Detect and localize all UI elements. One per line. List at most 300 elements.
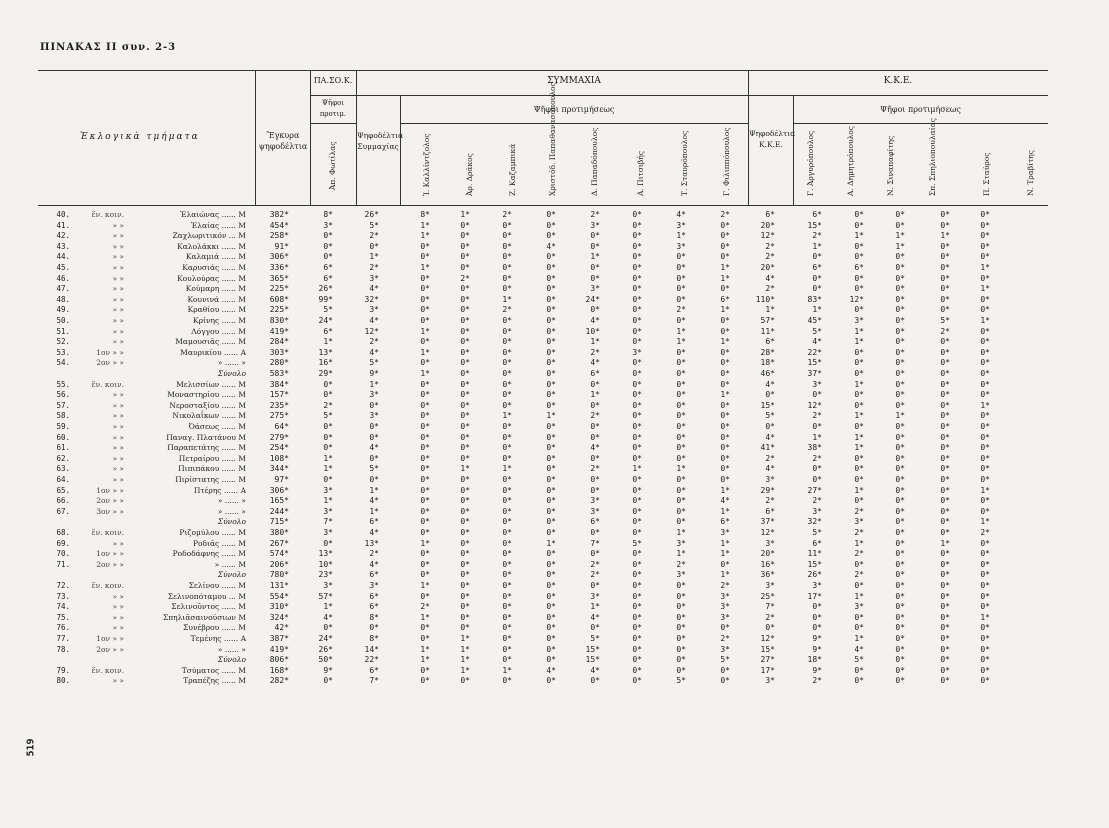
row-value-cell: 8* [369, 612, 379, 622]
row-district-type: 2ον » » [96, 644, 124, 654]
row-value-cell: 0* [854, 475, 864, 484]
row-value-cell: 0* [720, 475, 730, 484]
row-value-cell: 0* [369, 400, 379, 410]
row-section-name: Παραπετάτης ...... Μ [167, 443, 246, 453]
kke-candidate: Ν. Τραβίτης [1026, 150, 1035, 196]
row-value-cell: 0* [590, 273, 600, 283]
row-index: 79. [56, 665, 70, 675]
row-value-cell: 0* [895, 506, 905, 516]
row-value-cell: 0* [420, 623, 430, 633]
row-section-name: Τσύματος ...... Μ [181, 665, 246, 675]
row-value-cell: 0* [720, 432, 730, 442]
row-value-cell: 4* [323, 612, 333, 622]
row-value-cell: 3* [720, 528, 730, 537]
row-value-cell: 0* [502, 326, 512, 336]
row-value-cell: 0* [980, 655, 990, 665]
row-value-cell: 0* [546, 400, 556, 410]
row-value-cell: 83* [807, 294, 822, 304]
row-value-cell: 0* [895, 316, 905, 325]
row-value-cell: 0* [420, 284, 430, 294]
row-value-cell: 0* [460, 538, 470, 548]
row-value-cell: 0* [546, 231, 556, 241]
row-value-cell: 0* [676, 475, 686, 484]
row-value-cell: 0* [720, 241, 730, 251]
row-value-cell: 0* [460, 422, 470, 431]
row-value-cell: 0* [854, 453, 864, 463]
row-value-cell: 0* [502, 485, 512, 495]
row-value-cell: 4* [369, 496, 379, 506]
row-value-cell: 0* [676, 390, 686, 400]
row-value-cell: 0* [632, 612, 642, 622]
row-value-cell: 2* [369, 263, 379, 272]
row-value-cell: 0* [720, 411, 730, 421]
row-value-cell: 0* [546, 591, 556, 601]
row-value-cell: 3* [720, 644, 730, 654]
row-value-cell: 1* [676, 337, 686, 347]
row-value-cell: 3* [369, 390, 379, 400]
row-value-cell: 2* [502, 305, 512, 315]
row-value-cell: 0* [980, 496, 990, 506]
row-value-cell: 0* [369, 422, 379, 431]
row-value-cell: 0* [940, 422, 950, 431]
row-index: 58. [56, 411, 70, 421]
row-value-cell: 165* [269, 496, 289, 506]
row-district-type: » » [112, 241, 124, 251]
row-value-cell: 0* [895, 623, 905, 633]
row-value-cell: 0* [632, 422, 642, 431]
row-value-cell: 8* [369, 634, 379, 643]
row-value-cell: 0* [895, 358, 905, 368]
table-row [0, 454, 1109, 465]
row-value-cell: 13* [318, 549, 333, 559]
row-value-cell: 0* [980, 634, 990, 643]
table-row [0, 433, 1109, 444]
row-value-cell: 0* [460, 379, 470, 389]
row-value-cell: 15* [807, 559, 822, 569]
row-value-cell: 0* [420, 634, 430, 643]
row-section-name: Κουνινά ...... Μ [187, 294, 246, 304]
row-index: 66. [56, 496, 70, 506]
row-value-cell: 275* [269, 411, 289, 421]
row-value-cell: 0* [895, 559, 905, 569]
row-value-cell: 0* [632, 581, 642, 590]
row-value-cell: 12* [849, 294, 864, 304]
row-value-cell: 306* [269, 252, 289, 262]
row-value-cell: 0* [895, 369, 905, 378]
row-value-cell: 4* [812, 337, 822, 347]
row-section-name: » ...... Μ [214, 559, 246, 569]
row-value-cell: 2* [812, 676, 822, 686]
row-district-type: » » [112, 612, 124, 622]
row-value-cell: 0* [676, 655, 686, 665]
row-value-cell: 1* [854, 538, 864, 548]
row-value-cell: 0* [676, 591, 686, 601]
row-value-cell: 0* [502, 316, 512, 325]
row-index: 56. [56, 390, 70, 400]
row-value-cell: 0* [420, 358, 430, 368]
row-value-cell: 0* [420, 252, 430, 262]
page-number: 519 [25, 738, 37, 757]
row-index: 74. [56, 602, 70, 612]
row-section-name: Καλολάκκι ...... Μ [177, 241, 246, 251]
row-index: 72. [56, 581, 70, 590]
row-value-cell: 1* [460, 655, 470, 665]
row-value-cell: 1* [895, 411, 905, 421]
row-value-cell: 0* [632, 676, 642, 686]
row-value-cell: 0* [854, 612, 864, 622]
row-value-cell: 99* [318, 294, 333, 304]
row-value-cell: 1* [676, 464, 686, 474]
row-value-cell: 303* [269, 347, 289, 357]
row-value-cell: 0* [546, 549, 556, 559]
row-district-type: » » [112, 316, 124, 325]
row-district-type: ἕν. κοιν. [91, 528, 124, 537]
row-value-cell: 0* [940, 602, 950, 612]
pasok-candidate-header: Ἀπ. Φωτίλας [328, 141, 337, 190]
row-value-cell: 0* [420, 591, 430, 601]
header-top-rule [38, 70, 1048, 71]
table-row [0, 401, 1109, 412]
row-value-cell: 1* [590, 337, 600, 347]
row-value-cell: 1* [590, 252, 600, 262]
row-value-cell: 4* [590, 316, 600, 325]
row-value-cell: 0* [980, 443, 990, 453]
row-value-cell: 0* [546, 263, 556, 272]
row-value-cell: 0* [420, 496, 430, 506]
row-value-cell: 0* [940, 347, 950, 357]
row-value-cell: 1* [323, 496, 333, 506]
row-value-cell: 3* [590, 220, 600, 230]
row-value-cell: 0* [546, 676, 556, 686]
row-index: 45. [56, 263, 70, 272]
row-value-cell: 6* [323, 263, 333, 272]
row-value-cell: 0* [546, 294, 556, 304]
row-value-cell: 0* [854, 559, 864, 569]
row-value-cell: 0* [420, 411, 430, 421]
row-value-cell: 0* [940, 241, 950, 251]
row-value-cell: 0* [632, 496, 642, 506]
table-row [0, 337, 1109, 348]
row-value-cell: 1* [854, 634, 864, 643]
row-value-cell: 3* [854, 602, 864, 612]
row-value-cell: 0* [980, 422, 990, 431]
row-value-cell: 0* [895, 210, 905, 219]
row-value-cell: 4* [369, 443, 379, 453]
row-district-type: » » [112, 263, 124, 272]
row-value-cell: 7* [765, 602, 775, 612]
row-value-cell: 1* [420, 581, 430, 590]
row-value-cell: 0* [940, 634, 950, 643]
row-section-name: Ριζομύλου ...... Μ [179, 528, 246, 537]
row-section-name: Κρίνης ...... Μ [193, 316, 246, 325]
row-value-cell: 0* [546, 422, 556, 431]
row-value-cell: 0* [720, 665, 730, 675]
row-value-cell: 0* [854, 400, 864, 410]
row-value-cell: 1* [812, 305, 822, 315]
row-value-cell: 0* [895, 644, 905, 654]
row-value-cell: 28* [760, 347, 775, 357]
row-value-cell: 0* [940, 528, 950, 537]
row-index: 61. [56, 443, 70, 453]
row-value-cell: 0* [632, 485, 642, 495]
row-value-cell: 324* [269, 612, 289, 622]
row-district-type: » » [112, 432, 124, 442]
row-value-cell: 0* [720, 231, 730, 241]
row-value-cell: 0* [940, 337, 950, 347]
row-value-cell: 830* [269, 316, 289, 325]
table-row [0, 560, 1109, 571]
row-value-cell: 0* [502, 559, 512, 569]
row-value-cell: 41* [760, 443, 775, 453]
row-value-cell: 2* [590, 559, 600, 569]
row-value-cell: 0* [854, 220, 864, 230]
row-value-cell: 0* [632, 263, 642, 272]
row-value-cell: 3* [676, 538, 686, 548]
row-district-type: 3ον » » [96, 506, 124, 516]
row-value-cell: 1* [676, 528, 686, 537]
row-value-cell: 4* [765, 464, 775, 474]
row-value-cell: 4* [369, 316, 379, 325]
row-value-cell: 0* [460, 241, 470, 251]
row-value-cell: 2* [676, 305, 686, 315]
row-value-cell: 0* [420, 549, 430, 559]
row-value-cell: 0* [980, 464, 990, 474]
row-value-cell: 0* [980, 581, 990, 590]
row-district-type: 2ον » » [96, 496, 124, 506]
row-value-cell: 5* [369, 220, 379, 230]
row-section-name: Πετραίρου ...... Μ [178, 453, 246, 463]
row-value-cell: 0* [590, 263, 600, 272]
row-value-cell: 0* [502, 443, 512, 453]
row-value-cell: 1* [720, 305, 730, 315]
row-value-cell: 0* [460, 676, 470, 686]
row-value-cell: 0* [895, 475, 905, 484]
row-value-cell: 0* [940, 369, 950, 378]
row-value-cell: 0* [369, 241, 379, 251]
row-value-cell: 0* [720, 443, 730, 453]
row-value-cell: 1* [720, 337, 730, 347]
row-value-cell: 0* [895, 591, 905, 601]
row-district-type: » » [112, 294, 124, 304]
row-value-cell: 0* [590, 549, 600, 559]
row-value-cell: 0* [420, 379, 430, 389]
row-value-cell: 0* [940, 517, 950, 527]
table-row [0, 602, 1109, 613]
row-value-cell: 0* [590, 305, 600, 315]
row-value-cell: 2* [854, 528, 864, 537]
row-value-cell: 0* [980, 347, 990, 357]
row-value-cell: 0* [546, 485, 556, 495]
row-value-cell: 0* [854, 665, 864, 675]
row-value-cell: 3* [590, 284, 600, 294]
row-value-cell: 0* [502, 570, 512, 580]
row-value-cell: 12* [760, 634, 775, 643]
row-value-cell: 1* [812, 241, 822, 251]
row-value-cell: 0* [546, 464, 556, 474]
row-value-cell: 1* [323, 337, 333, 347]
row-index: 71. [56, 559, 70, 569]
row-value-cell: 0* [676, 665, 686, 675]
row-value-cell: 0* [460, 496, 470, 506]
row-value-cell: 454* [269, 220, 289, 230]
row-value-cell: 3* [812, 506, 822, 516]
row-value-cell: 1* [854, 432, 864, 442]
row-value-cell: 0* [369, 432, 379, 442]
row-section-name: Πιπιπάκου ...... Μ [178, 464, 246, 474]
row-value-cell: 0* [632, 644, 642, 654]
row-value-cell: 0* [720, 379, 730, 389]
row-value-cell: 1* [420, 644, 430, 654]
row-section-name: Μοναστηρίου ...... Μ [167, 390, 246, 400]
row-value-cell: 0* [323, 252, 333, 262]
row-value-cell: 0* [980, 549, 990, 559]
row-value-cell: 0* [323, 443, 333, 453]
row-value-cell: 0* [590, 231, 600, 241]
row-value-cell: 0* [676, 496, 686, 506]
row-district-type: 2ον » » [96, 559, 124, 569]
row-district-type: » » [112, 475, 124, 484]
row-value-cell: 1* [854, 485, 864, 495]
row-value-cell: 6* [369, 570, 379, 580]
row-value-cell: 0* [980, 676, 990, 686]
row-value-cell: 0* [546, 369, 556, 378]
row-value-cell: 2* [812, 411, 822, 421]
row-value-cell: 0* [323, 390, 333, 400]
row-value-cell: 419* [269, 326, 289, 336]
row-value-cell: 1* [460, 464, 470, 474]
row-index: 40. [56, 210, 70, 219]
row-value-cell: 12* [760, 231, 775, 241]
row-value-cell: 0* [502, 602, 512, 612]
row-value-cell: 2* [720, 634, 730, 643]
row-value-cell: 3* [369, 411, 379, 421]
row-value-cell: 0* [854, 496, 864, 506]
row-value-cell: 0* [980, 326, 990, 336]
row-value-cell: 0* [940, 549, 950, 559]
row-value-cell: 0* [632, 358, 642, 368]
kke-candidate: Ν. Σιναπαφίτης [886, 135, 895, 196]
row-value-cell: 0* [632, 528, 642, 537]
row-value-cell: 2* [854, 506, 864, 516]
row-value-cell: 6* [323, 326, 333, 336]
row-value-cell: 9* [323, 665, 333, 675]
row-value-cell: 0* [676, 517, 686, 527]
row-value-cell: 0* [812, 422, 822, 431]
row-value-cell: 0* [546, 273, 556, 283]
row-value-cell: 0* [632, 369, 642, 378]
row-value-cell: 0* [676, 443, 686, 453]
row-value-cell: 0* [676, 634, 686, 643]
row-value-cell: 0* [502, 231, 512, 241]
row-value-cell: 4* [765, 379, 775, 389]
row-value-cell: 0* [546, 326, 556, 336]
row-section-name: Ροδιᾶς ...... Μ [192, 538, 246, 548]
row-value-cell: 0* [895, 326, 905, 336]
row-index: 65. [56, 485, 70, 495]
row-value-cell: 1* [940, 231, 950, 241]
row-value-cell: 0* [420, 316, 430, 325]
row-value-cell: 0* [590, 422, 600, 431]
row-value-cell: 0* [895, 528, 905, 537]
row-value-cell: 0* [980, 432, 990, 442]
row-value-cell: 0* [546, 612, 556, 622]
table-row [0, 390, 1109, 401]
row-value-cell: 0* [590, 453, 600, 463]
row-value-cell: 0* [420, 517, 430, 527]
row-district-type: » » [112, 422, 124, 431]
row-section-name: Σπηλιᾶσαινούσιων Μ [162, 612, 246, 622]
row-value-cell: 1* [369, 506, 379, 516]
symmachia-pref-rule [400, 123, 748, 124]
row-section-name: » ...... » [217, 506, 246, 516]
row-value-cell: 1* [632, 464, 642, 474]
row-value-cell: 1* [502, 411, 512, 421]
table-row [0, 305, 1109, 316]
row-value-cell: 0* [980, 358, 990, 368]
row-value-cell: 5* [854, 655, 864, 665]
row-value-cell: 0* [632, 623, 642, 633]
row-value-cell: 0* [460, 411, 470, 421]
row-value-cell: 0* [676, 273, 686, 283]
row-district-type: » » [112, 326, 124, 336]
row-section-name: Σύνολο [217, 570, 246, 580]
row-value-cell: 5* [812, 528, 822, 537]
row-value-cell: 1* [854, 231, 864, 241]
row-value-cell: 15* [760, 400, 775, 410]
row-value-cell: 1* [590, 602, 600, 612]
row-district-type: » » [112, 602, 124, 612]
row-value-cell: 3* [765, 538, 775, 548]
row-value-cell: 0* [676, 506, 686, 516]
row-value-cell: 0* [590, 528, 600, 537]
row-value-cell: 0* [590, 432, 600, 442]
row-value-cell: 0* [940, 443, 950, 453]
row-value-cell: 0* [502, 612, 512, 622]
row-value-cell: 0* [895, 305, 905, 315]
vrule [310, 70, 311, 205]
row-value-cell: 6* [590, 517, 600, 527]
row-value-cell: 0* [720, 559, 730, 569]
row-district-type: » » [112, 400, 124, 410]
row-value-cell: 1* [980, 485, 990, 495]
row-index: 52. [56, 337, 70, 347]
row-value-cell: 0* [720, 464, 730, 474]
row-value-cell: 18* [760, 358, 775, 368]
row-value-cell: 0* [854, 369, 864, 378]
kke-candidate: Π. Σταύρος [982, 152, 991, 196]
row-value-cell: 1* [854, 591, 864, 601]
row-value-cell: 5* [812, 326, 822, 336]
row-value-cell: 1* [420, 263, 430, 272]
row-value-cell: 0* [895, 347, 905, 357]
row-index: 77. [56, 634, 70, 643]
row-value-cell: 24* [585, 294, 600, 304]
row-value-cell: 1* [765, 305, 775, 315]
row-value-cell: 2* [420, 602, 430, 612]
row-value-cell: 2* [765, 612, 775, 622]
row-value-cell: 0* [895, 665, 905, 675]
row-value-cell: 0* [895, 220, 905, 230]
row-value-cell: 3* [720, 602, 730, 612]
row-value-cell: 3* [854, 517, 864, 527]
row-value-cell: 42* [274, 623, 289, 633]
row-value-cell: 2* [590, 464, 600, 474]
row-value-cell: 0* [502, 400, 512, 410]
row-index: 78. [56, 644, 70, 654]
row-value-cell: 0* [502, 432, 512, 442]
row-value-cell: 24* [318, 634, 333, 643]
row-value-cell: 3* [812, 379, 822, 389]
